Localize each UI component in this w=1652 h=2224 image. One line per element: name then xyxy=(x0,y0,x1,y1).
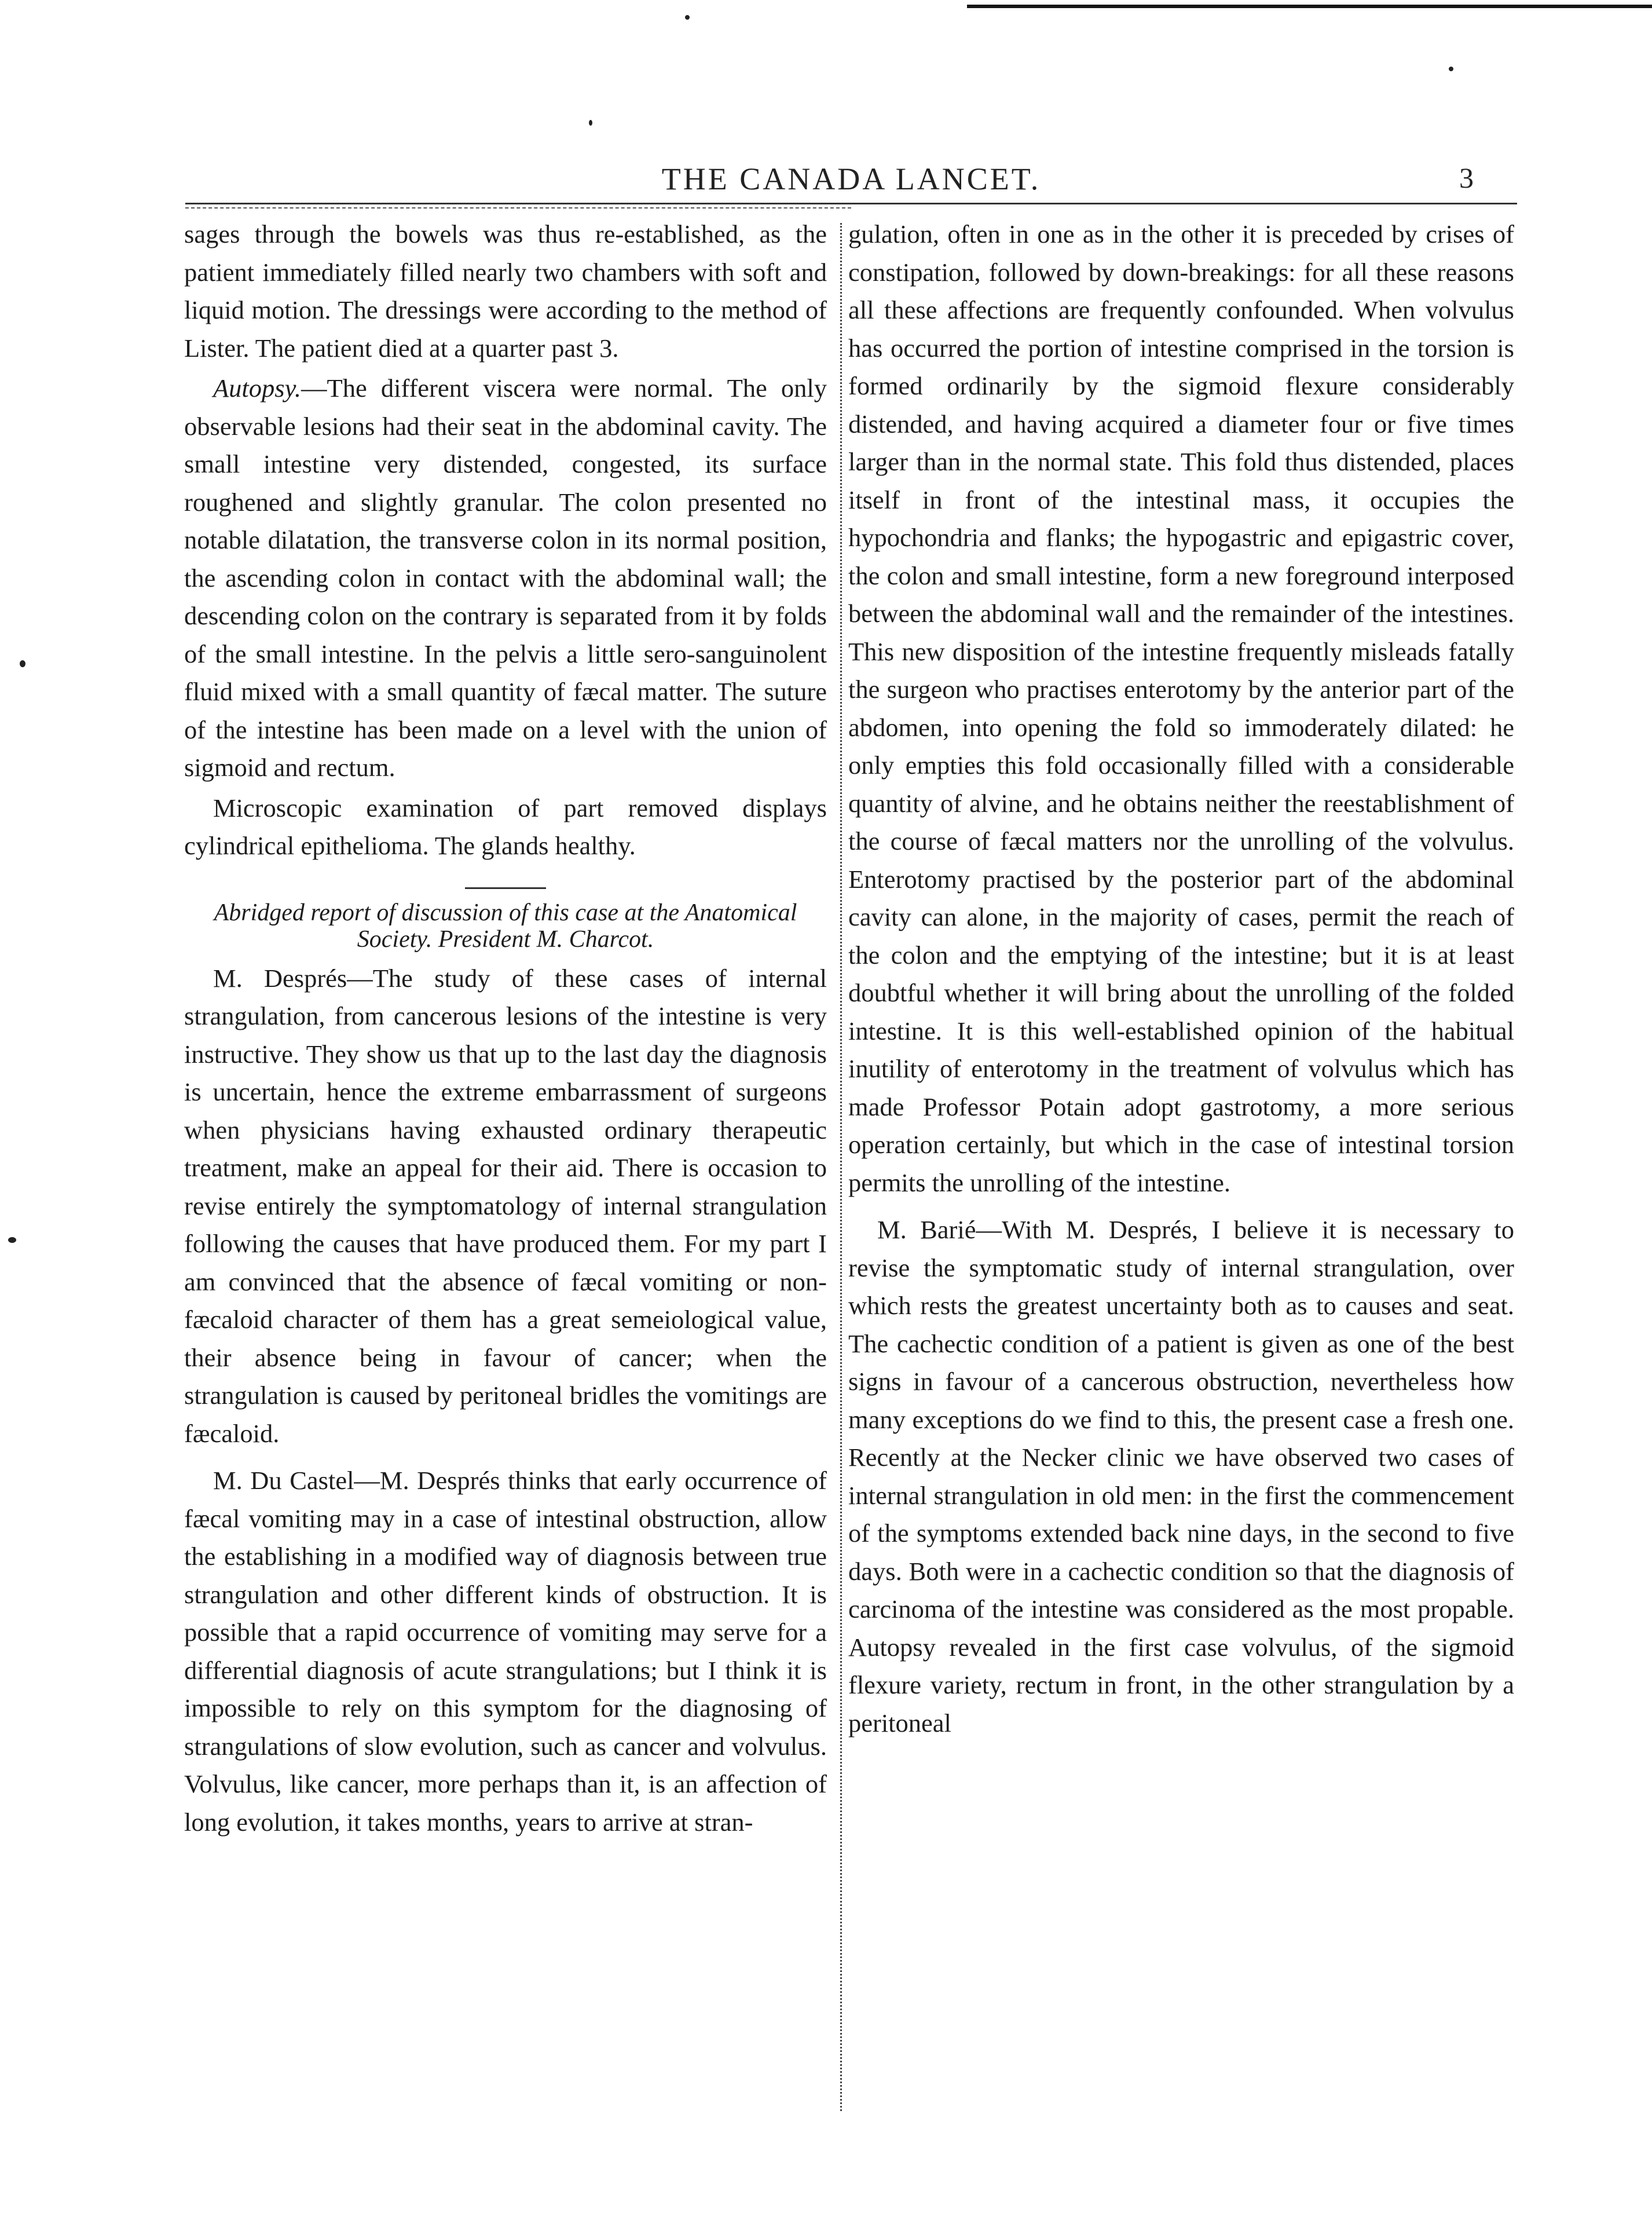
section-heading: Abridged report of discussion of this case at the Anatomical Society. President M. Charcot. xyxy=(214,899,797,953)
journal-title: THE CANADA LANCET. xyxy=(661,162,1041,196)
scan-speck xyxy=(589,120,592,126)
microscopic-paragraph: Microscopic examination of part removed displays cylindrical epithelioma. The glands healthy. xyxy=(184,793,827,860)
right-column xyxy=(848,215,1514,1742)
autopsy-text: —The different viscera were normal. The only observable lesions had their seat in the abdominal cavity. The small intestine very distended, congested, its surface roughened and slightly granular. The colon presented no notable dilatation, the transverse colon in its normal position, the ascending colon in contact with the abdominal wall; the descending colon on the contrary is separated from it by folds of the small intestine. In the pelvis a little sero-sanguinolent fluid mixed with a small quantity of fæcal matter. The suture of the intestine has been made on a level with the union of sigmoid and rectum. xyxy=(184,374,827,782)
scan-speck xyxy=(1449,67,1453,71)
left-column xyxy=(184,215,827,1841)
page-header xyxy=(185,156,1517,203)
top-edge-rule xyxy=(967,5,1652,8)
autopsy-paragraph xyxy=(184,370,827,787)
header-rule-dashed xyxy=(185,207,851,209)
left-paragraph-continuation: sages through the bowels was thus re-established, as the patient immediately filled nearly two chambers with soft and liquid motion. The dressings were according to the method of Lister. The patient died at a quarter past 3. xyxy=(184,220,827,363)
scan-speck xyxy=(8,1237,16,1243)
barie-paragraph: M. Barié—With M. Després, I believe it is necessary to revise the symptomatic study of internal strangulation, over which rests the greatest uncertainty both as to causes and seat. The cachectic condition of a patient is given as one of the best signs in favour of a cancerous obstruction, nevertheless how many exceptions do we find to this, the present case a fresh one. Recently at the Necker clinic we have observed two cases of internal strangulation in old men: in the first the commencement of the symptoms extended back nine days, in the second to five days. Both were in a cachectic condition so that the diagnosis of carcinoma of the intestine was considered as the most propable. Autopsy revealed in the first case volvulus, of the sigmoid flexure variety, rectum in front, in the other strangulation by a peritoneal xyxy=(848,1215,1514,1738)
despres-paragraph: M. Després—The study of these cases of internal strangulation, from cancerous lesions of the intestine is very instructive. They show us that up to the last day the diagnosis is uncertain, hence the extreme embarrassment of surgeons when physicians having exhausted ordinary therapeutic treatment, make an appeal for their aid. There is occasion to revise entirely the symptomatology of internal strangulation following the causes that have produced them. For my part I am convinced that the absence of fæcal vomiting or non-fæcaloid character of them has a great semeiological value, their absence being in favour of cancer; when the strangulation is caused by peritoneal bridles the vomitings are fæcaloid. xyxy=(184,963,827,1448)
header-rule xyxy=(185,203,1517,204)
scan-speck xyxy=(685,15,690,20)
column-divider xyxy=(840,223,842,2111)
right-paragraph-continuation: gulation, often in one as in the other it is preceded by crises of constipation, followed by down-breakings: for all these reasons all these affections are frequently confounded. When volvulus has occurred the portion of intestine comprised in the torsion is formed ordinarily by the sigmoid flexure considerably distended, and having acquired a diameter four or five times larger than in the normal state. This fold thus distended, places itself in front of the intestinal mass, it occupies the hypochondria and flanks; the hypogastric and epigastric cover, the colon and small intestine, form a new foreground interposed between the abdominal wall and the remainder of the intestines. This new disposition of the intestine frequently misleads fatally the surgeon who practises enterotomy by the anterior part of the abdomen, into opening the fold so immoderately dilated: he only empties this fold occasionally filled with a considerable quantity of alvine, and he obtains neither the reestablishment of the course of fæcal matters nor the unrolling of the volvulus. Enterotomy practised by the posterior part of the abdominal cavity can alone, in the majority of cases, permit the reach of the colon and the emptying of the intestine; but it is at least doubtful whether it will bring about the unrolling of the folded intestine. It is this well-established opinion of the habitual inutility of enterotomy in the treatment of volvulus which has made Professor Potain adopt gastrotomy, a more serious operation certainly, but which in the case of intestinal torsion permits the unrolling of the intestine. xyxy=(848,220,1514,1197)
page-number: 3 xyxy=(1459,162,1474,194)
section-divider xyxy=(465,887,546,889)
du-castel-paragraph: M. Du Castel—M. Després thinks that early occurrence of fæcal vomiting may in a case of intestinal obstruction, allow the establishing in a modified way of diagnosis between true strangulation and other different kinds of obstruction. It is possible that a rapid occurrence of vomiting may serve for a differential diagnosis of acute strangulations; but I think it is impossible to rely on this symptom for the diagnosing of strangulations of slow evolution, such as cancer and volvulus. Volvulus, like cancer, more perhaps than it, is an affection of long evolution, it takes months, years to arrive at stran- xyxy=(184,1466,827,1837)
scan-speck xyxy=(20,660,25,667)
autopsy-label: Autopsy. xyxy=(213,374,302,403)
